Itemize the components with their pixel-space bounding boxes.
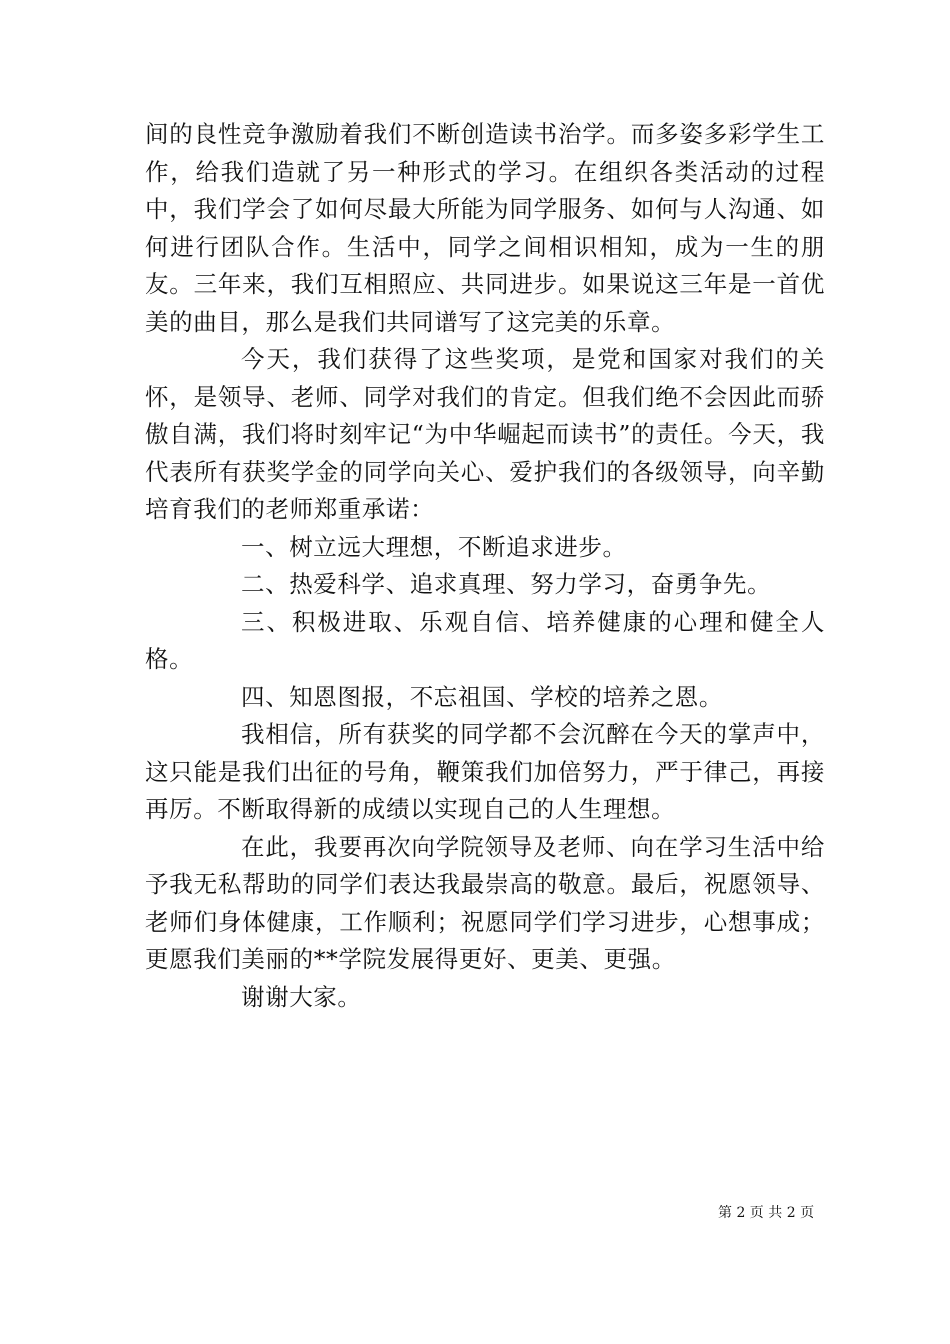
page-number-footer: 第 2 页 共 2 页 (718, 1205, 815, 1221)
pledge-item-4: 四、知恩图报，不忘祖国、学校的培养之恩。 (241, 682, 723, 711)
paragraph-award-thanks: 今天，我们获得了这些奖项，是党和国家对我们的关怀，是领导、老师、同学对我们的肯定。但我们绝不会因此而骄傲自满，我们将时刻牢记“为中华崛起而读书”的责任。今天，我代表所有获奖学金的同学向关心、爱护我们的各级领导，向辛勤培育我们的老师郑重承诺： (145, 345, 825, 523)
closing-thanks: 谢谢大家。 (241, 982, 362, 1011)
pledge-item-3: 三、积极进取、乐观自信、培养健康的心理和健全人格。 (145, 607, 825, 673)
pledge-item-2: 二、热爱科学、追求真理、努力学习，奋勇争先。 (241, 570, 772, 598)
paragraph-continuation: 间的良性竞争激励着我们不断创造读书治学。而多姿多彩学生工作，给我们造就了另一种形式的学习。在组织各类活动的过程中，我们学会了如何尽最大所能为同学服务、如何与人沟通、如何进行团队合作。生活中，同学之间相识相知，成为一生的朋友。三年来，我们互相照应、共同进步。如果说这三年是一首优美的曲目，那么是我们共同谱写了这完美的乐章。 (145, 120, 825, 336)
paragraph-belief: 我相信，所有获奖的同学都不会沉醉在今天的掌声中，这只能是我们出征的号角，鞭策我们加倍努力，严于律己，再接再厉。不断取得新的成绩以实现自己的人生理想。 (145, 720, 825, 823)
paragraph-gratitude: 在此，我要再次向学院领导及老师、向在学习生活中给予我无私帮助的同学们表达我最崇高的敬意。最后，祝愿领导、老师们身体健康，工作顺利；祝愿同学们学习进步，心想事成；更愿我们美丽的**学院发展得更好、更美、更强。 (145, 832, 825, 973)
document-body (145, 116, 825, 1016)
pledge-item-1: 一、树立远大理想，不断追求进步。 (241, 532, 627, 561)
